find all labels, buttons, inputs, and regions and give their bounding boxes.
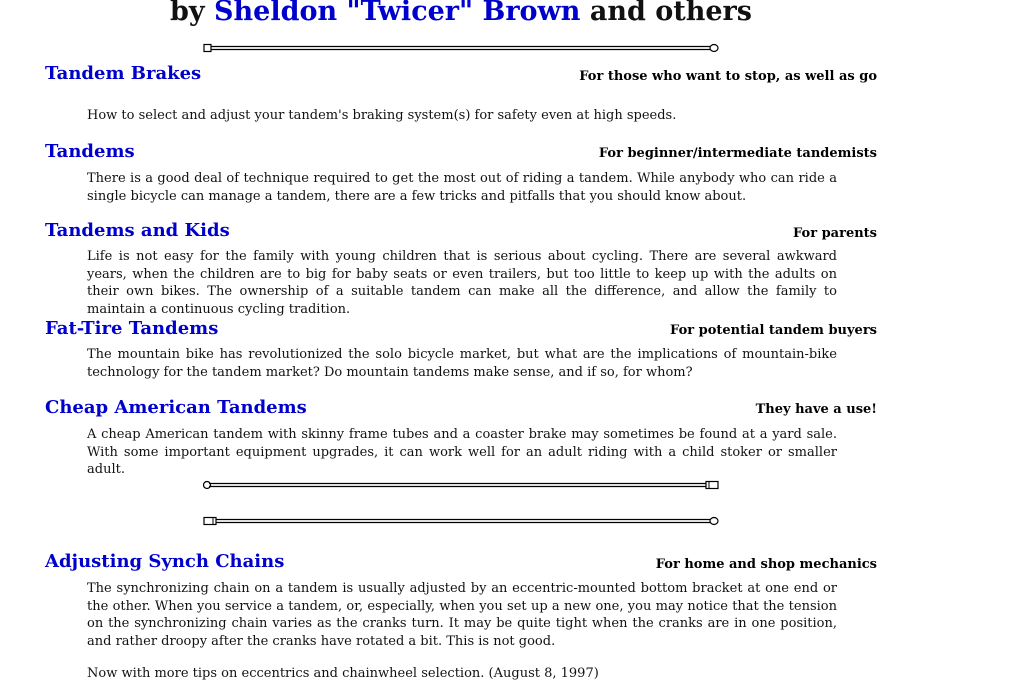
section-description: The mountain bike has revolutionized the solo bicycle market, but what are the implications of mountain-bike technology for the tandem market? Do mountain tandems make sense, and if so, for whom? bbox=[87, 347, 837, 380]
section-title-link[interactable]: Fat-Tire Tandems bbox=[45, 318, 219, 339]
section-audience: For potential tandem buyers bbox=[670, 323, 877, 338]
tube-divider-middle bbox=[203, 480, 721, 490]
section-tandem-brakes bbox=[45, 63, 877, 125]
byline-prefix: by bbox=[170, 0, 205, 27]
section-title-link[interactable]: Tandems bbox=[45, 141, 135, 162]
update-note: Now with more tips on eccentrics and chainwheel selection. (August 8, 1997) bbox=[87, 666, 599, 681]
section-fat-tire-tandems bbox=[45, 318, 877, 381]
tube-divider-lower bbox=[203, 516, 721, 526]
section-audience: They have a use! bbox=[755, 402, 877, 417]
section-description: How to select and adjust your tandem's braking system(s) for safety even at high speeds. bbox=[87, 108, 677, 123]
section-title-link[interactable]: Cheap American Tandems bbox=[45, 397, 307, 418]
section-title-link[interactable]: Tandems and Kids bbox=[45, 220, 230, 241]
section-description: The synchronizing chain on a tandem is usually adjusted by an eccentric-mounted bottom bracket at one end or the other. When you service a tandem, or, especially, when you set up a new one, you may notice that the tension on the synchronizing chain varies as the cranks turn. It may be quite tight when the cranks are in one position, and rather droopy after the cranks have rotated a bit. This is not good. bbox=[87, 581, 837, 649]
tube-divider-top bbox=[203, 43, 721, 53]
section-adjusting-synch-chains bbox=[45, 551, 877, 650]
section-description: There is a good deal of technique required to get the most out of riding a tandem. While anybody who can ride a single bicycle can manage a tandem, there are a few tricks and pitfalls that you should know about. bbox=[87, 171, 837, 204]
section-audience: For parents bbox=[793, 226, 877, 241]
section-tandems bbox=[45, 141, 877, 205]
author-link[interactable]: Sheldon "Twicer" Brown bbox=[214, 0, 581, 27]
section-audience: For beginner/intermediate tandemists bbox=[598, 146, 877, 161]
byline bbox=[0, 0, 922, 27]
section-cheap-american-tandems bbox=[45, 397, 877, 479]
section-description: A cheap American tandem with skinny frame tubes and a coaster brake may sometimes be found at a yard sale. With some important equipment upgrades, it can work well for an adult riding with a child stoker or smaller adult. bbox=[87, 427, 837, 477]
section-audience: For home and shop mechanics bbox=[655, 557, 877, 572]
section-description: Life is not easy for the family with young children that is serious about cycling. There are several awkward years, when the children are to big for baby seats or even trailers, but too little to keep up with the adults on their own bikes. The ownership of a suitable tandem can make all the difference, and allow the family to maintain a continuous cycling tradition. bbox=[87, 249, 837, 317]
section-audience: For those who want to stop, as well as go bbox=[579, 69, 877, 84]
byline-suffix: and others bbox=[589, 0, 752, 27]
section-tandems-and-kids bbox=[45, 220, 877, 318]
section-title-link[interactable]: Tandem Brakes bbox=[45, 63, 202, 84]
section-title-link[interactable]: Adjusting Synch Chains bbox=[45, 551, 285, 572]
